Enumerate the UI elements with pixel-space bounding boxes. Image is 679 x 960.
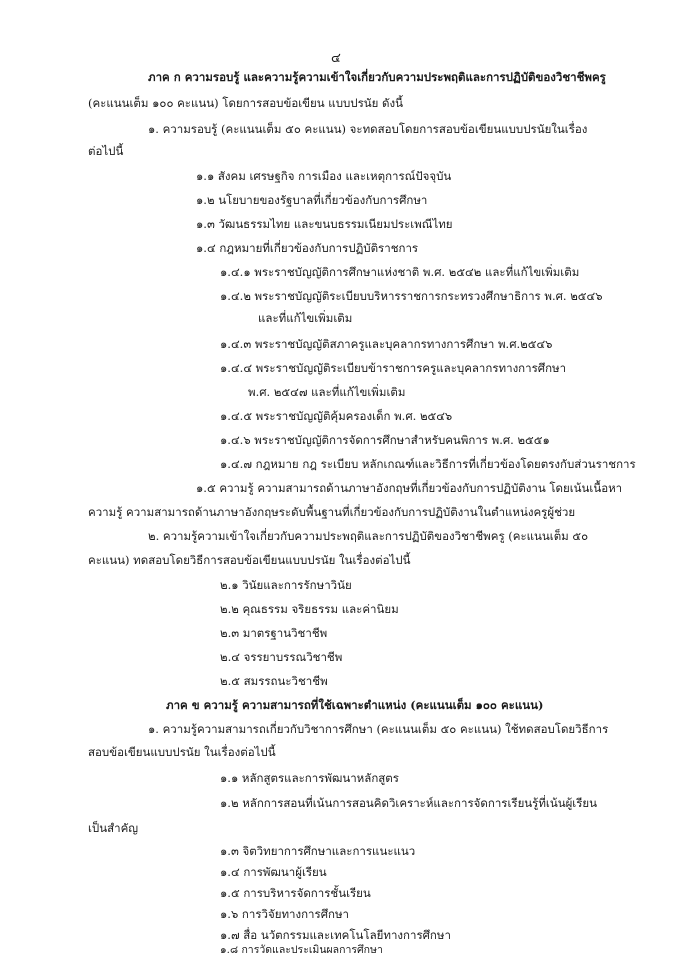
item-2-1: ๒.๑ วินัยและการรักษาวินัย xyxy=(220,578,352,592)
part-a-section2-line2: คะแนน) ทดสอบโดยวิธีการสอบข้อเขียนแบบปรนัย ในเรื่องต่อไปนี้ xyxy=(88,553,411,567)
item-2-3: ๒.๓ มาตรฐานวิชาชีพ xyxy=(220,626,328,640)
part-b-heading: ภาค ข ความรู้ ความสามารถที่ใช้เฉพาะตำแหน่ง (คะแนนเต็ม ๑๐๐ คะแนน) xyxy=(166,698,544,712)
b-item-1-8: ๑.๘ การวัดและประเมินผลการศึกษา xyxy=(220,944,383,956)
b-item-1-4: ๑.๔ การพัฒนาผู้เรียน xyxy=(220,865,327,879)
item-1-4-2-cont: และที่แก้ไขเพิ่มเติม xyxy=(258,311,353,325)
b-item-1-2-cont: เป็นสำคัญ xyxy=(88,821,139,835)
b-item-1-1: ๑.๑ หลักสูตรและการพัฒนาหลักสูตร xyxy=(220,771,399,785)
item-1-5-cont: ความรู้ ความสามารถด้านภาษาอังกฤษระดับพื้นฐานที่เกี่ยวข้องกับการปฏิบัติงานในตำแหน่งครูผู้ช่วย xyxy=(88,505,576,519)
item-1-4-2: ๑.๔.๒ พระราชบัญญัติระเบียบบริหารราชการกระทรวงศึกษาธิการ พ.ศ. ๒๕๔๖ xyxy=(220,289,603,303)
item-1-1: ๑.๑ สังคม เศรษฐกิจ การเมือง และเหตุการณ์ปัจจุบัน xyxy=(196,169,452,183)
item-1-4-4-cont: พ.ศ. ๒๕๔๗ และที่แก้ไขเพิ่มเติม xyxy=(248,385,406,399)
b-item-1-5: ๑.๕ การบริหารจัดการชั้นเรียน xyxy=(220,886,371,900)
b-item-1-2: ๑.๒ หลักการสอนที่เน้นการสอนคิดวิเคราะห์และการจัดการเรียนรู้ที่เน้นผู้เรียน xyxy=(220,796,598,810)
item-2-5: ๒.๕ สมรรถนะวิชาชีพ xyxy=(220,674,328,688)
part-b-section1-line2: สอบข้อเขียนแบบปรนัย ในเรื่องต่อไปนี้ xyxy=(88,745,276,759)
page-number: ๔ xyxy=(331,51,341,66)
item-1-4-5: ๑.๔.๕ พระราชบัญญัติคุ้มครองเด็ก พ.ศ. ๒๕๔๖ xyxy=(220,409,453,423)
part-a-section1-line1: ๑. ความรอบรู้ (คะแนนเต็ม ๕๐ คะแนน) จะทดสอบโดยการสอบข้อเขียนแบบปรนัยในเรื่อง xyxy=(148,122,588,136)
item-1-4: ๑.๔ กฎหมายที่เกี่ยวข้องกับการปฏิบัติราชการ xyxy=(196,241,419,255)
b-item-1-7: ๑.๗ สื่อ นวัตกรรมและเทคโนโลยีทางการศึกษา xyxy=(220,928,451,942)
part-a-heading: ภาค ก ความรอบรู้ และความรู้ความเข้าใจเกี่ยวกับความประพฤติและการปฏิบัติของวิชาชีพครู xyxy=(148,70,606,84)
item-1-4-6: ๑.๔.๖ พระราชบัญญัติการจัดการศึกษาสำหรับคนพิการ พ.ศ. ๒๕๕๑ xyxy=(220,433,550,447)
item-1-5: ๑.๕ ความรู้ ความสามารถด้านภาษาอังกฤษที่เกี่ยวข้องกับการปฏิบัติงาน โดยเน้นเนื้อหา xyxy=(196,481,623,495)
item-2-4: ๒.๔ จรรยาบรรณวิชาชีพ xyxy=(220,650,343,664)
part-a-section1-line2: ต่อไปนี้ xyxy=(88,144,124,158)
item-1-4-4: ๑.๔.๔ พระราชบัญญัติระเบียบข้าราชการครูและบุคลากรทางการศึกษา xyxy=(220,361,567,375)
item-1-3: ๑.๓ วัฒนธรรมไทย และขนบธรรมเนียมประเพณีไทย xyxy=(196,217,453,231)
part-a-score-line: (คะแนนเต็ม ๑๐๐ คะแนน) โดยการสอบข้อเขียน แบบปรนัย ดังนี้ xyxy=(88,96,403,110)
part-b-section1-line1: ๑. ความรู้ความสามารถเกี่ยวกับวิชาการศึกษา (คะแนนเต็ม ๕๐ คะแนน) ใช้ทดสอบโดยวิธีการ xyxy=(148,722,609,736)
item-1-4-3: ๑.๔.๓ พระราชบัญญัติสภาครูและบุคลากรทางการศึกษา พ.ศ.๒๕๔๖ xyxy=(220,337,553,351)
item-2-2: ๒.๒ คุณธรรม จริยธรรม และค่านิยม xyxy=(220,602,399,616)
b-item-1-3: ๑.๓ จิตวิทยาการศึกษาและการแนะแนว xyxy=(220,844,416,858)
part-a-section2-line1: ๒. ความรู้ความเข้าใจเกี่ยวกับความประพฤติและการปฏิบัติของวิชาชีพครู (คะแนนเต็ม ๕๐ xyxy=(148,529,589,543)
b-item-1-6: ๑.๖ การวิจัยทางการศึกษา xyxy=(220,907,349,921)
item-1-4-1: ๑.๔.๑ พระราชบัญญัติการศึกษาแห่งชาติ พ.ศ. ๒๕๔๒ และที่แก้ไขเพิ่มเติม xyxy=(220,265,580,279)
item-1-2: ๑.๒ นโยบายของรัฐบาลที่เกี่ยวข้องกับการศึกษา xyxy=(196,193,428,207)
item-1-4-7: ๑.๔.๗ กฎหมาย กฎ ระเบียบ หลักเกณฑ์และวิธีการที่เกี่ยวข้องโดยตรงกับส่วนราชการ xyxy=(220,457,636,471)
